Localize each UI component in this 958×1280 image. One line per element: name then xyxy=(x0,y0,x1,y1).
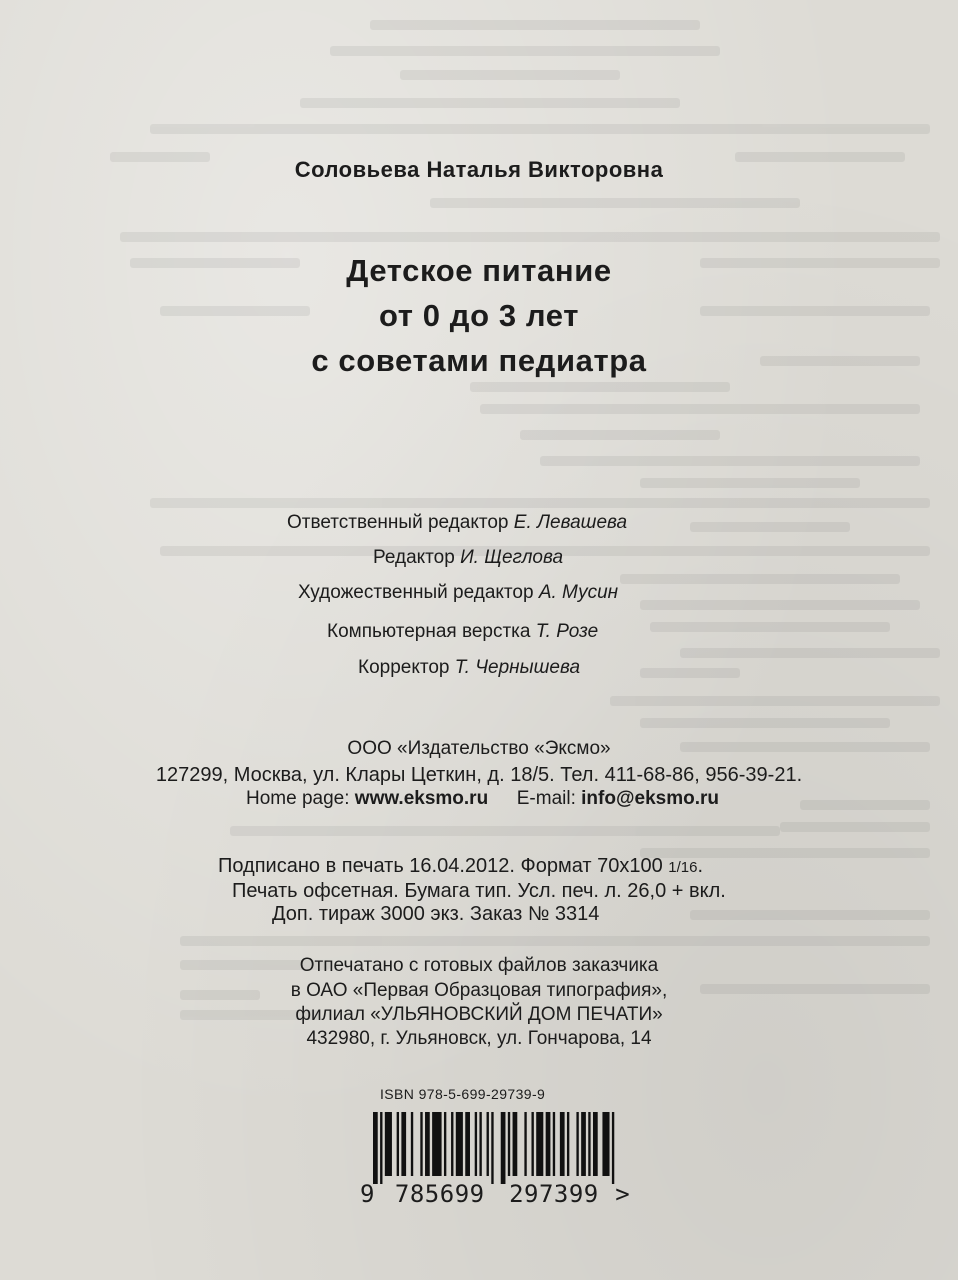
barcode-bar xyxy=(546,1112,551,1176)
print-paper-line: Печать офсетная. Бумага тип. Усл. печ. л. 26,0 + вкл. xyxy=(232,880,726,902)
barcode-bar xyxy=(432,1112,441,1176)
barcode-bar xyxy=(411,1112,413,1176)
barcode-bar xyxy=(491,1112,493,1184)
barcode-bar xyxy=(536,1112,543,1176)
barcode-bar xyxy=(475,1112,477,1176)
barcode-bar xyxy=(513,1112,518,1176)
ean-first-digit: 9 xyxy=(360,1180,375,1208)
publisher-contacts xyxy=(246,788,719,810)
barcode-bar xyxy=(385,1112,392,1176)
email-label: E-mail: xyxy=(516,788,576,809)
credit-person: Т. Розе xyxy=(535,621,599,642)
credit-person: Е. Левашева xyxy=(513,512,628,533)
publisher-address: 127299, Москва, ул. Клары Цеткин, д. 18/5. Тел. 411-68-86, 956-39-21. xyxy=(155,764,803,786)
barcode-bar xyxy=(444,1112,446,1176)
printer-line-4: 432980, г. Ульяновск, ул. Гончарова, 14 xyxy=(306,1028,652,1049)
title-line-1: Детское питание xyxy=(346,253,612,288)
credit-person: И. Щеглова xyxy=(460,547,564,568)
barcode-bar xyxy=(456,1112,463,1176)
barcode-bar xyxy=(373,1112,378,1184)
barcode-bar xyxy=(612,1112,614,1184)
printer-line-2: в ОАО «Первая Образцовая типография», xyxy=(290,980,668,1001)
barcode-bar xyxy=(567,1112,569,1176)
publisher-name: ООО «Издательство «Эксмо» xyxy=(347,738,611,759)
barcode-bar xyxy=(508,1112,510,1176)
barcode-bar xyxy=(479,1112,481,1176)
barcode-bar xyxy=(397,1112,399,1176)
print-run-line: Доп. тираж 3000 экз. Заказ № 3314 xyxy=(272,903,600,925)
homepage-label: Home page: xyxy=(246,788,350,809)
print-signed-line: Подписано в печать 16.04.2012. Формат 70х100 1/16. xyxy=(218,855,704,877)
homepage-link[interactable]: www.eksmo.ru xyxy=(354,788,489,809)
barcode-bar xyxy=(487,1112,489,1176)
barcode-bar xyxy=(588,1112,590,1176)
credit-role: Редактор xyxy=(373,547,455,568)
barcode-bar xyxy=(581,1112,586,1176)
credit-role: Компьютерная верстка xyxy=(327,621,531,642)
barcode-bar xyxy=(465,1112,470,1176)
title-line-3: с советами педиатра xyxy=(311,343,647,378)
format-fraction: 1/16 xyxy=(668,859,698,876)
ean-marker: > xyxy=(615,1180,630,1208)
signed-text: Подписано в печать 16.04.2012. Формат 70х100 xyxy=(218,855,663,877)
barcode-bar xyxy=(576,1112,578,1176)
barcode-bar xyxy=(425,1112,430,1176)
barcode-bar xyxy=(401,1112,406,1176)
barcode-bar xyxy=(501,1112,506,1184)
barcode-bar xyxy=(380,1112,382,1184)
barcode-image xyxy=(371,1112,621,1184)
isbn-number: ISBN 978-5-699-29739-9 xyxy=(380,1086,546,1102)
ean-left-group: 785699 xyxy=(394,1180,485,1208)
barcode-bar xyxy=(553,1112,555,1176)
printer-line-3: филиал «УЛЬЯНОВСКИЙ ДОМ ПЕЧАТИ» xyxy=(295,1004,663,1025)
author-name: Соловьева Наталья Викторовна xyxy=(294,157,664,182)
credit-proofreader xyxy=(358,657,580,679)
email-link[interactable]: info@eksmo.ru xyxy=(581,788,719,809)
credit-editor xyxy=(373,547,563,569)
credit-role: Художественный редактор xyxy=(298,582,534,603)
barcode-bar xyxy=(593,1112,598,1176)
barcode-bar xyxy=(420,1112,422,1176)
credit-role: Корректор xyxy=(358,657,450,678)
printer-line-1: Отпечатано с готовых файлов заказчика xyxy=(299,955,659,976)
credit-responsible-editor xyxy=(287,512,627,534)
book-title xyxy=(0,248,958,383)
credit-art-editor xyxy=(298,582,618,604)
barcode-bar xyxy=(560,1112,565,1176)
barcode-bar xyxy=(531,1112,533,1176)
credit-person: А. Мусин xyxy=(538,582,619,603)
credit-role: Ответственный редактор xyxy=(287,512,509,533)
barcode-bar xyxy=(524,1112,526,1176)
credit-layout xyxy=(327,621,598,643)
barcode-bar xyxy=(451,1112,453,1176)
ean-right-group: 297399 xyxy=(509,1180,599,1208)
credit-person: Т. Чернышева xyxy=(454,657,581,678)
title-line-2: от 0 до 3 лет xyxy=(379,298,579,333)
ean-digits xyxy=(360,1180,630,1208)
barcode-bar xyxy=(602,1112,609,1176)
